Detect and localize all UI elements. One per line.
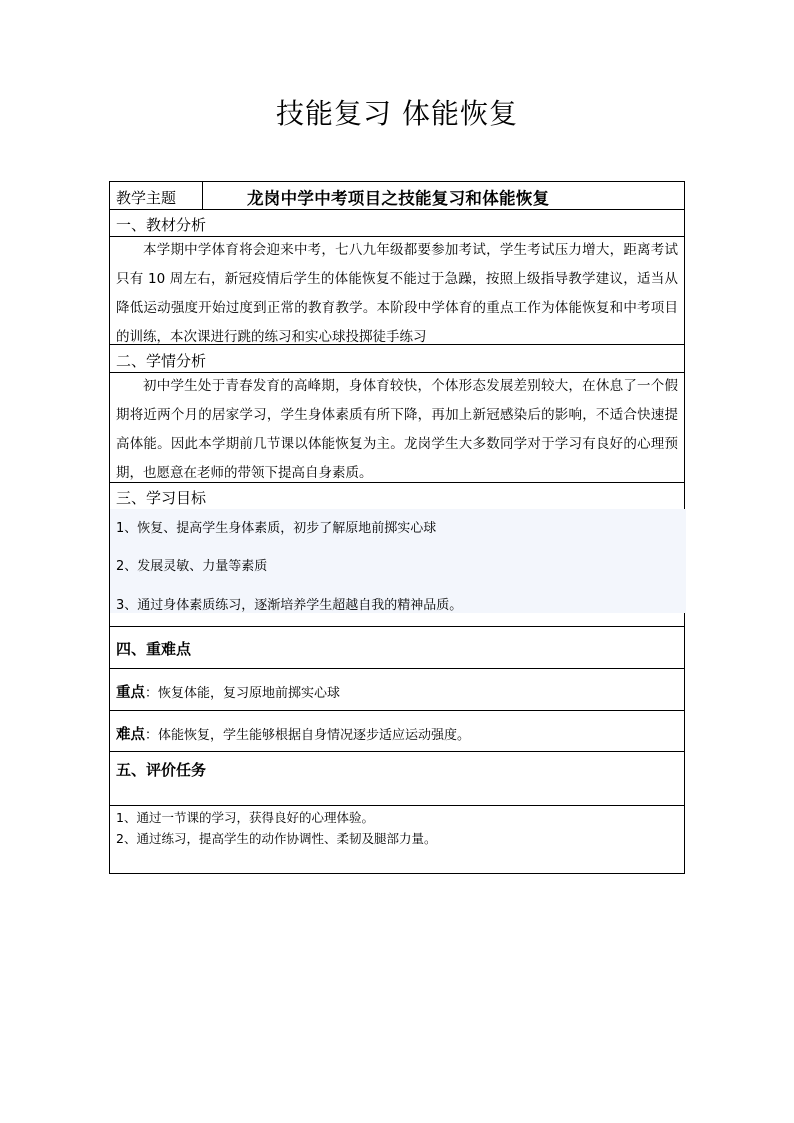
document-title: 技能复习 体能恢复 <box>276 97 518 130</box>
topic-row <box>110 182 684 210</box>
difficult-point-line <box>116 723 470 744</box>
tasks-heading: 五、评价任务 <box>116 761 207 779</box>
key-points-heading: 四、重难点 <box>116 640 192 658</box>
students-text: 初中学生处于青春发育的高峰期，身体育较快，个体形态发展差别较大，在休息了一个假期将近两个月的居家学习，学生身体素质有所下降，再加上新冠感染后的影响，不适合快速提高体能。因此本学期前几节课以体能恢复为主。龙岗学生大多数同学对于学习有良好的心理预期，也愿意在老师的带领下提高自身素质。 <box>116 378 678 481</box>
students-heading: 二、学情分析 <box>116 352 207 370</box>
goals-heading-row <box>110 483 684 509</box>
key-point-text: ：恢复体能，复习原地前掷实心球 <box>145 686 341 701</box>
difficult-point-row <box>110 711 684 752</box>
key-point-line <box>116 681 340 702</box>
difficult-point-label: 难点 <box>116 727 145 743</box>
students-heading-row <box>110 345 684 373</box>
topic-column-divider <box>202 182 203 209</box>
tasks-body-row <box>110 806 684 873</box>
topic-label: 教学主题 <box>116 189 177 207</box>
materials-text: 本学期中学体育将会迎来中考，七八九年级都要参加考试，学生考试压力增大，距离考试只有 10 周左右，新冠疫情后学生的体能恢复不能过于急躁，按照上级指导教学建议，适当从降低运动强度开始过度到正常的教育教学。本阶段中学体育的重点工作为体能恢复和中考项目的训练，本次课进行跳的练习和实心球投掷徒手练习 <box>116 242 678 345</box>
goal-item: 2、发展灵敏、力量等素质 <box>116 559 268 574</box>
goals-heading: 三、学习目标 <box>116 489 207 507</box>
lesson-plan-table <box>109 181 685 874</box>
materials-heading: 一、教材分析 <box>116 216 207 234</box>
materials-body-row <box>110 237 684 345</box>
materials-heading-row <box>110 210 684 237</box>
goals-body-row <box>110 509 684 627</box>
task-item: 2、通过练习，提高学生的动作协调性、柔韧及腿部力量。 <box>116 831 437 846</box>
key-point-label: 重点 <box>116 685 145 701</box>
goal-item: 1、恢复、提高学生身体素质，初步了解原地前掷实心球 <box>116 521 437 536</box>
tasks-heading-row <box>110 752 684 806</box>
difficult-point-text: ：体能恢复，学生能够根据自身情况逐步适应运动强度。 <box>145 728 471 743</box>
key-point-row <box>110 669 684 711</box>
topic-value: 龙岗中学中考项目之技能复习和体能恢复 <box>247 189 550 208</box>
students-body-row <box>110 373 684 483</box>
goal-item: 3、通过身体素质练习，逐渐培养学生超越自我的精神品质。 <box>116 598 463 613</box>
task-item: 1、通过一节课的学习，获得良好的心理体验。 <box>116 810 374 825</box>
key-points-heading-row <box>110 627 684 669</box>
